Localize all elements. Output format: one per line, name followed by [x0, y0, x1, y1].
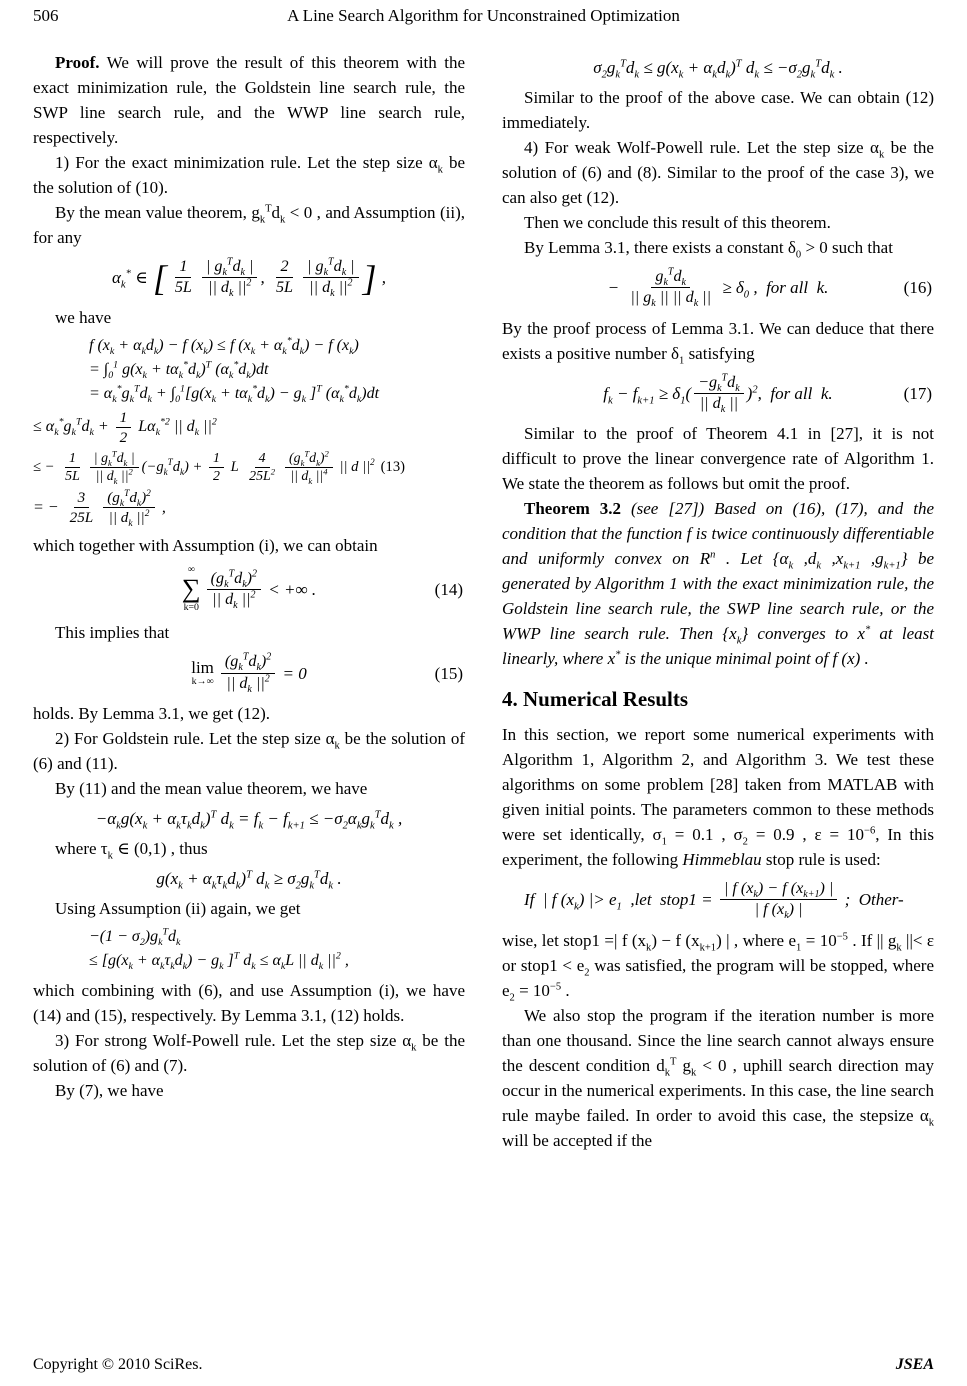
- section-heading-numerical-results: 4. Numerical Results: [502, 687, 689, 711]
- footer-journal: JSEA: [895, 1356, 934, 1373]
- right-column: [502, 50, 934, 1153]
- equation-goldstein-3: [33, 927, 465, 972]
- equation-goldstein-3-line-2: ≤ [$g(x_k + \alpha_k\tau_kd_k) - g_k$ ]$^T$ $d_k \le \alpha_kL$ || $d_k$ $||^2$ ,: [89, 950, 349, 973]
- equation-13-line-5: ≤ − $\frac{1}{5L}$ $\frac{| g_k^Td_k |}{|| d_k ||^2}$ $(-g_k^Td_k)$ + $\frac{1}{2}$ L $\frac{4}{25L^2}$ $\frac{(g_k^Td_k)^2}{|| d_k ||^4}$ || d $||^2$ (13): [33, 448, 405, 486]
- limit-operator: lim k→∞: [191, 658, 214, 687]
- proof-label: Proof.: [55, 53, 100, 72]
- equation-13-line-4: ≤ $\alpha_k^*g_k^Td_k$ + $\frac{1}{2}$ $L\alpha_k^{*2}$ || $d_k$ $||^2$: [33, 408, 217, 446]
- equation-alpha-interval: [33, 257, 465, 298]
- paragraph-stop-program: We also stop the program if the iteration number is more than one thousand. Since the line search cannot always ensure the descent condition $d_k^T$ $g_k < 0$ , uphill search direction may occur in the numerical experiments. In this case, the line search rule maybe failed. In order to avoid this case, the stepsize $\alpha_k$ will be accepted if the: [502, 1005, 934, 1150]
- equation-number-17: (17): [903, 383, 932, 403]
- paragraph-exact-rule: 1) For the exact minimization rule. Let the step size $\alpha_k$ be the solution of (10).: [33, 153, 465, 197]
- equation-13-line-3: = $\alpha_k^*g_k^Td_k + \int_0^1[g(x_k + t\alpha_k^*d_k) - g_k$ ]$^T$ $(\alpha_k^*d_k)dt$: [89, 383, 380, 406]
- fraction: $\frac{1}{5L}$: [65, 450, 80, 485]
- equation-tail: ,: [377, 268, 387, 288]
- equation-goldstein-2: $g(x_k + \alpha_k\tau_kd_k)^T$ $d_k \ge \sigma_2g_k^Td_k$ .: [156, 869, 342, 892]
- fraction: $\frac{2}{5L}$: [275, 258, 294, 297]
- paragraph-proof-process: By the proof process of Lemma 3.1. We can deduce that there exists a positive number $\delta_1$ satisfying: [502, 318, 934, 367]
- equation-13: [33, 336, 465, 530]
- equation-stop-rule: If | f $(x_k)$ |> $e_1$ ,let stop1 = $\frac{| f (x_k) - f (x_{k+1}) |}{| f (x_k) |}$ ; Other-: [524, 880, 904, 922]
- left-bracket: [: [152, 257, 167, 298]
- paragraph-mean-value: By the mean value theorem, $g_k^Td_k < 0$ , and Assumption (ii), for any: [33, 203, 465, 247]
- equation-number-16: (16): [903, 278, 932, 298]
- paragraph-similar-proof: Similar to the proof of the above case. We can obtain (12) immediately.: [502, 88, 934, 133]
- equation-13-line-2: = $\int_0^1$ $g(x_k + t\alpha_k^*d_k)^T$ $(\alpha_k^*d_k)dt$: [89, 359, 269, 382]
- fraction: $\frac{1}{5L}$: [174, 258, 192, 297]
- fraction: $\frac{(g_k^Td_k)^2}{|| d_k ||^2}$: [103, 488, 155, 527]
- paragraph-where-tau: where $\tau_k$ ∈ (0,1) , thus: [55, 839, 208, 862]
- running-title: A Line Search Algorithm for Unconstrained Optimization: [287, 6, 680, 25]
- paragraph-lemma-constant: By Lemma 3.1, there exists a constant $\delta_0 > 0$ such that: [524, 238, 893, 261]
- equation-goldstein-1: $-\alpha_kg(x_k + \alpha_k\tau_kd_k)^T$ $d_k = f_k - f_{k+1} \le -\sigma_2\alpha_kg_k^Td_k$ ,: [95, 808, 403, 832]
- footer-copyright: Copyright © 2010 SciRes.: [33, 1356, 203, 1373]
- paragraph-this-implies: This implies that: [55, 623, 170, 643]
- paragraph-using-assumption: Using Assumption (ii) again, we get: [55, 899, 301, 919]
- equation-number-13: (13): [380, 459, 405, 476]
- fraction: $\frac{| g_k^Td_k |}{|| d_k ||^2}$: [202, 257, 258, 298]
- paragraph-by-11: By (11) and the mean value theorem, we have: [55, 778, 368, 798]
- paragraph-swp-rule: 3) For strong Wolf-Powell rule. Let the step size $\alpha_k$ be the solution of (6) and (7).: [33, 1030, 465, 1075]
- summation-operator: ∞ ∑ k=0: [181, 564, 201, 613]
- left-column: [33, 50, 465, 1103]
- equation-17: $f_k - f_{k+1} \ge \delta_1$( $\frac{-g_k^Td_k}{|| d_k ||}$ )$^2$, for all k. (17): [603, 372, 932, 416]
- fraction: $\frac{4}{25L^2}$: [249, 450, 276, 485]
- paragraph-wwp-rule: 4) For weak Wolf-Powell rule. Let the step size $\alpha_k$ be the solution of (6) and (8). Similar to the proof of the case 3), we can also get (12).: [502, 138, 934, 208]
- equation-14: ∞ ∑ k=0 $\frac{(g_k^Td_k)^2}{|| d_k ||^2}$ < +∞ . (14): [181, 564, 463, 613]
- equation-separator: ,: [260, 268, 269, 288]
- fraction: $\frac{g_k^Td_k}{|| g_k || || d_k ||}$: [630, 266, 712, 310]
- equation-13-line-6: = − $\frac{3}{25L}$ $\frac{(g_k^Td_k)^2}{|| d_k ||^2}$ ,: [33, 489, 166, 530]
- paragraph-conclude: Then we conclude this result of this theorem.: [524, 213, 831, 233]
- paragraph-otherwise: wise, let stop1 =| f $(x_k) - f$ $(x_{k+1})$ | , where $e_1 = 10^{-5}$ . If || $g_k$ ||< ε or stop1 < $e_2$ was satisfied, the program will be stopped, where $e_2 = 10^{-5}$ .: [502, 930, 934, 1003]
- paragraph-holds: holds. By Lemma 3.1, we get (12).: [33, 703, 271, 723]
- equation-15: lim k→∞ $\frac{(g_k^Td_k)^2}{|| d_k ||^2}$ = 0 (15): [191, 652, 463, 695]
- equation-number-15: (15): [434, 663, 463, 683]
- paragraph-similar-theorem41: Similar to the proof of Theorem 4.1 in [27], it is not difficult to prove the linear convergence rate of Algorithm 1. We state the theorem as follows but omit the proof.: [502, 424, 934, 493]
- equation-13-line-1: f $(x_k + \alpha_kd_k) - f$ $(x_k) \le f$ $(x_k + \alpha_k^*d_k) - f$ $(x_k)$: [89, 336, 359, 358]
- paragraph-we-have: we have: [55, 308, 112, 328]
- right-bracket: ]: [362, 257, 377, 298]
- equation-lhs: $\alpha_k^*$ ∈: [111, 268, 152, 291]
- fraction: $\frac{3}{25L}$: [69, 489, 94, 527]
- paragraph-together-assumption: which together with Assumption (i), we can obtain: [33, 536, 378, 556]
- equation-number-14: (14): [434, 579, 463, 599]
- fraction: $\frac{1}{2}$: [209, 450, 224, 486]
- fraction: $\frac{| f (x_k) - f (x_{k+1}) |}{| f (x_k) |}$: [720, 879, 837, 920]
- theorem-statement: (see [27]) Based on (16), (17), and the condition that the function f is twice continuously differentiable and uniformly convex on $R^n$ . Let {$\alpha_k$ $,d_k$ $,x_{k+1}$ $,g_{k+1}$} be generated by Algorithm 1 with the exact minimization rule, the Goldstein line search rule, the SWP line search rule, or the WWP line search rule. Then $\{x_k\}$ converges to x* at least linearly, where x* is the unique minimal point of f (x) .: [502, 499, 935, 668]
- fraction: $\frac{(g_k^Td_k)^2}{|| d_k ||^4}$: [285, 450, 333, 486]
- paragraph-which-combining: which combining with (6), and use Assumption (i), we have (14) and (15), respectively. By Lemma 3.1, (12) holds.: [33, 980, 465, 1025]
- paragraph-goldstein-rule: 2) For Goldstein rule. Let the step size $\alpha_k$ be the solution of (6) and (11).: [33, 728, 465, 773]
- himmeblau-term: Himmeblau: [682, 850, 762, 870]
- fraction: $\frac{| g_k^Td_k |}{|| d_k ||^2}$: [90, 450, 139, 486]
- equation-goldstein-3-line-1: $-(1 - \sigma_2)g_k^Td_k$: [89, 927, 181, 949]
- equation-swp: $\sigma_2g_k^Td_k \le g(x_k + \alpha_kd_k)^T$ $d_k \le -\sigma_2g_k^Td_k$ .: [593, 58, 843, 81]
- paragraph-numerical-intro: In this section, we report some numerical experiments with Algorithm 1, Algorithm 2, and Algorithm 3. We test these algorithms on some problem [28] taken from MATLAB with given initial points. The parameters common to these methods were set identically, $\sigma_1 = 0.1$ , $\sigma_2 = 0.9$ , $\varepsilon = 10^{-6}$, In this experiment, the following Himmeblau stop rule is used:: [502, 725, 934, 870]
- equation-16: − $\frac{g_k^Td_k}{|| g_k || || d_k ||}$ ≥ $\delta_0$ , for all k. (16): [607, 266, 932, 310]
- theorem-label: Theorem 3.2: [524, 499, 622, 518]
- paragraph-by-7: By (7), we have: [55, 1080, 164, 1100]
- paragraph-theorem-32: [502, 496, 934, 671]
- proof-text: We will prove the result of this theorem with the exact minimization rule, the Goldstein line search rule, the SWP line search rule, and the WWP line search rule, respectively.: [33, 53, 465, 147]
- fraction: $\frac{1}{2}$: [116, 408, 132, 447]
- fraction: $\frac{(g_k^Td_k)^2}{|| d_k ||^2}$: [221, 652, 275, 693]
- paragraph-proof: [33, 50, 465, 150]
- fraction: $\frac{-g_k^Td_k}{|| d_k ||}$: [694, 373, 744, 414]
- fraction: $\frac{(g_k^Td_k)^2}{|| d_k ||^2}$: [207, 569, 261, 610]
- fraction: $\frac{| g_k^Td_k |}{|| d_k ||^2}$: [303, 257, 359, 298]
- page-number: 506: [33, 6, 59, 25]
